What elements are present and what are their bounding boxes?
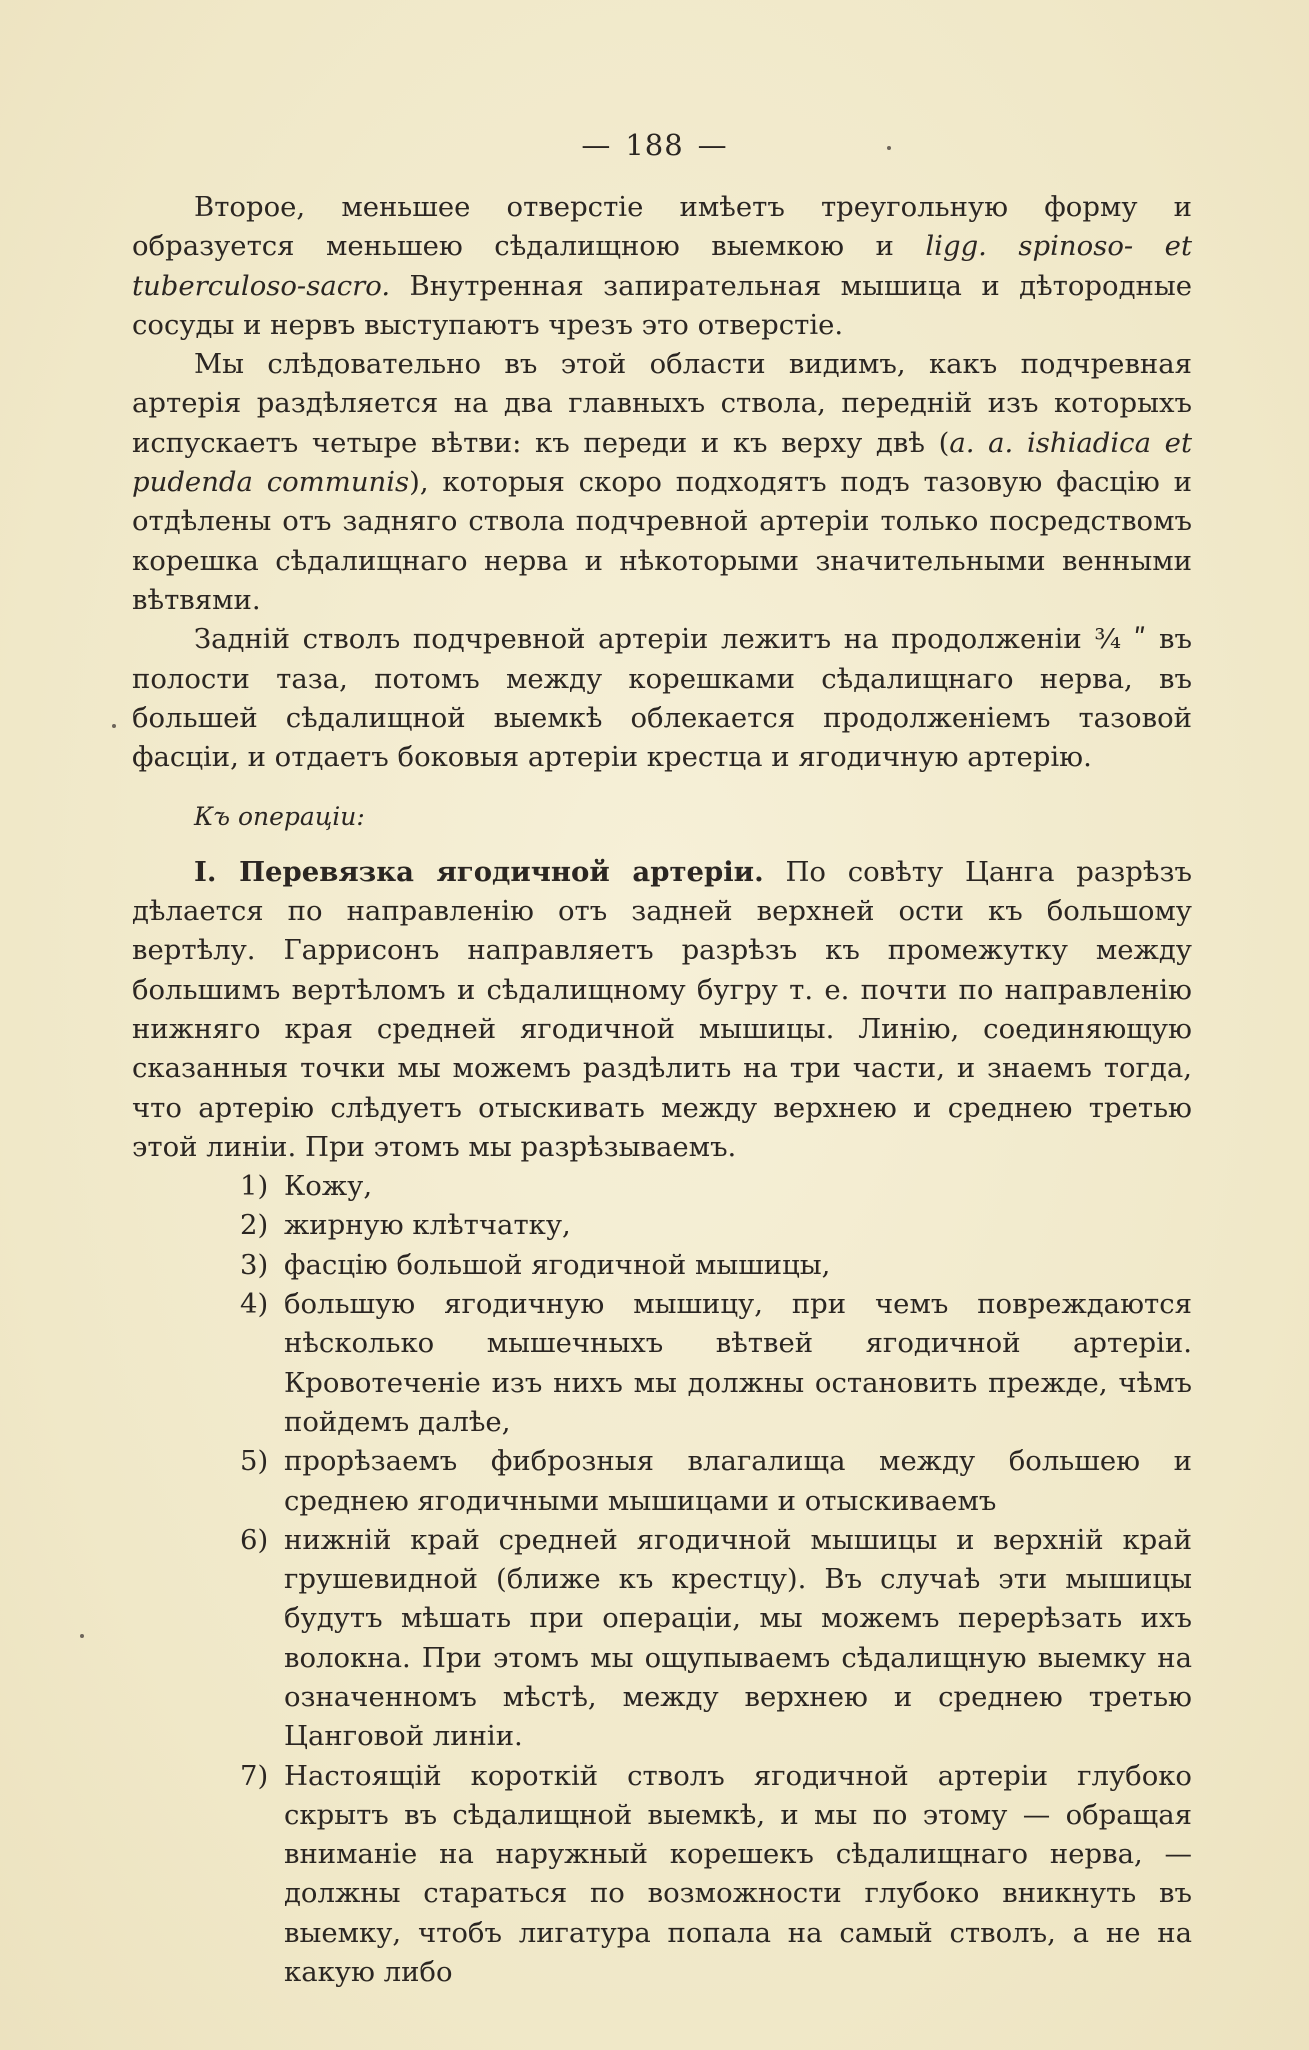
- step-text: фасцію большой ягодичной мышицы,: [284, 1248, 831, 1281]
- page-number: 188: [625, 128, 684, 162]
- step-number: 5): [240, 1445, 269, 1478]
- paragraph-3: Задній стволъ подчревной артеріи лежитъ на продолженіи ¾ ʺ въ полости таза, потомъ между корешками сѣдалищнаго нерва, въ большей сѣдалищной выемкѣ облекается продолженіемъ тазовой фасціи, и отдаетъ боковыя артеріи крестца и ягодичную артерію.: [132, 623, 1192, 774]
- step-number: 1): [240, 1170, 269, 1203]
- paragraph-2-text-a: Мы слѣдовательно въ этой области видимъ, какъ подчревная артерія раздѣляется на два главныхъ ствола, передній изъ которыхъ испускаетъ четыре вѣтви: къ переди и къ верху двѣ (: [132, 348, 1192, 459]
- paragraph-1-latin: ligg. spinoso- et tuberculoso-sacro.: [132, 230, 1192, 302]
- paragraph-4-text: По совѣту Цанга разрѣзъ дѣлается по направленію отъ задней верхней ости къ большому вертѣлу. Гаррисонъ направляетъ разрѣзъ къ промежутку между большимъ вертѣломъ и сѣдалищному бугру т. е. почти по направленію нижняго края средней ягодичной мышицы. Линію, соединяющую сказанныя точки мы можемъ раздѣлить на три части, и знаемъ тогда, что артерію слѣдуетъ отыскивать между верхнею и среднею третью этой линіи. При этомъ мы разрѣзываемъ.: [132, 855, 1192, 1163]
- step-text: жирную клѣтчатку,: [284, 1209, 571, 1242]
- step-number: 3): [240, 1248, 269, 1281]
- list-item: [132, 1246, 1192, 1285]
- paper-speck: [887, 146, 891, 150]
- step-number: 7): [240, 1759, 269, 1792]
- step-number: 4): [240, 1288, 269, 1321]
- step-text: Настоящій короткій стволъ ягодичной артеріи глубоко скрытъ въ сѣдалищной выемкѣ, и мы по этому — обращая вниманіе на наружный корешекъ сѣдалищнаго нерва, — должны стараться по возможности глубоко вникнуть въ выемку, чтобъ лигатура попала на самый стволъ, а не на какую либо: [284, 1759, 1192, 1989]
- step-text: большую ягодичную мышицу, при чемъ повреждаются нѣсколько мышечныхъ вѣтвей ягодичной артеріи. Кровотеченіе изъ нихъ мы должны остановить прежде, чѣмъ пойдемъ далѣе,: [284, 1288, 1192, 1438]
- paragraph-2-text-b: ), которыя скоро подходятъ подъ тазовую фасцію и отдѣлены отъ задняго ствола подчревной артеріи только посредствомъ корешка сѣдалищнаго нерва и нѣкоторыми значительными венными вѣтвями.: [132, 466, 1192, 616]
- paragraph-4: [132, 853, 1192, 1167]
- procedure-title: I. Перевязка ягодичной артеріи.: [194, 855, 764, 888]
- paragraph-1: [132, 188, 1192, 345]
- list-item: [132, 1167, 1192, 1206]
- list-item: [132, 1521, 1192, 1757]
- section-heading: Къ операціи:: [194, 802, 365, 832]
- list-item: [132, 1285, 1192, 1442]
- body-text: [132, 188, 1192, 1992]
- paragraph-2-latin: a. a. ishiadica et pudenda communis: [132, 426, 1192, 499]
- paragraph-1-text-b: Внутренная запирательная мышица и дѣтородные сосуды и нервъ выступаютъ чрезъ это отверстіе.: [132, 269, 1192, 341]
- paper-speck: [80, 1634, 84, 1638]
- page-number-header: [0, 128, 1309, 162]
- paragraph-2: [132, 345, 1192, 620]
- paper-speck: [112, 724, 116, 728]
- paragraph-1-text-a: Второе, меньшее отверстіе имѣетъ треугольную форму и образуется меньшею сѣдалищною выемкою и: [132, 191, 1192, 263]
- list-item: [132, 1442, 1192, 1521]
- steps-list: [132, 1167, 1192, 1992]
- dash-right: —: [697, 128, 728, 162]
- step-number: 2): [240, 1209, 269, 1242]
- step-text: прорѣзаемъ фиброзныя влагалища между большею и среднею ягодичными мышицами и отыскиваемъ: [284, 1445, 1192, 1517]
- step-text: Кожу,: [284, 1170, 373, 1203]
- list-item: [132, 1757, 1192, 1993]
- step-text: нижній край средней ягодичной мышицы и верхній край грушевидной (ближе къ крестцу). Въ случаѣ эти мышицы будутъ мѣшать при операціи, мы можемъ перерѣзать ихъ волокна. При этомъ мы ощупываемъ сѣдалищную выемку на означенномъ мѣстѣ, между верхнею и среднею третью Цанговой линіи.: [284, 1523, 1192, 1753]
- dash-left: —: [581, 128, 612, 162]
- list-item: [132, 1206, 1192, 1245]
- step-number: 6): [240, 1523, 269, 1556]
